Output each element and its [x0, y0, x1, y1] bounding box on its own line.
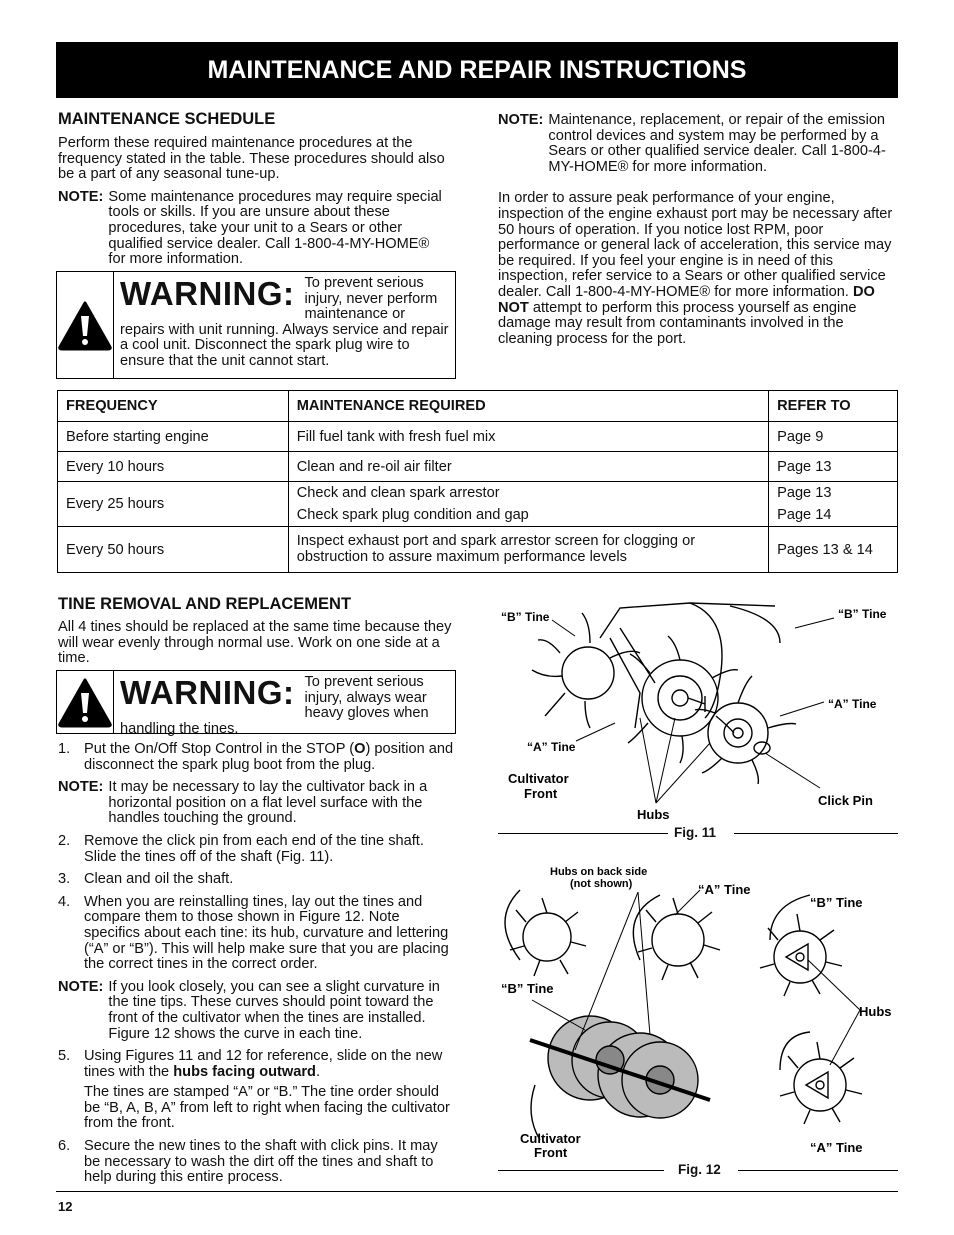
- frequency-cell: Before starting engine: [58, 422, 289, 452]
- step-text: Secure the new tines to the shaft with click pins. It may be necessary to wash the dirt off the tines and shaft to help during this entire process.: [84, 1138, 438, 1186]
- task-line: Check spark plug condition and gap: [296, 507, 529, 523]
- reference-cell: Page 9: [769, 422, 898, 452]
- note-text: Maintenance, replacement, or repair of the emission control devices and system may be performed by a Sears or other qualified service dealer. Call 1-800-4-MY-HOME® for more information.: [548, 112, 886, 175]
- step-number: 1.: [58, 741, 71, 757]
- fig12-caption: Fig. 12: [678, 1162, 721, 1177]
- emission-section: [498, 113, 898, 347]
- step-item: [58, 742, 454, 773]
- task-cell: Inspect exhaust port and spark arrestor screen for clogging or obstruction to assure maximum performance levels: [288, 527, 768, 573]
- frequency-cell: Every 50 hours: [58, 527, 289, 573]
- step-text: .: [315, 1063, 321, 1080]
- reference-cell: [769, 482, 898, 527]
- step-paragraph: The tines are stamped “A” or “B.” The tine order should be “B, A, B, A” from left to right when facing the cultivator from the front.: [84, 1084, 450, 1132]
- step-item: [58, 834, 454, 865]
- fig12-hubs-back-label-1: Hubs on back side: [550, 866, 648, 878]
- fig12-hubs-label: Hubs: [859, 1004, 892, 1019]
- do-not-emphasis: DO NOT: [498, 283, 875, 316]
- page-banner: [56, 42, 898, 98]
- warning-triangle-icon: [57, 272, 114, 378]
- step-number: 3.: [58, 871, 71, 888]
- reference-cell: Pages 13 & 14: [769, 527, 898, 573]
- b-tine-left-drawing: [532, 613, 640, 728]
- fig11-cultivator-front-label-2: Front: [524, 786, 558, 801]
- page-number: 12: [58, 1199, 73, 1214]
- step-text: Using Figures 11 and 12 for reference, slide on the new tines with the: [84, 1048, 443, 1080]
- fig12-b-tine-right-label: “B” Tine: [810, 895, 863, 910]
- note-text: If you look closely, you can see a slight curvature in the tine tips. These curves should point toward the front of the cultivator when the tines are installed. Figure 12 shows the curve in each tine.: [108, 978, 440, 1042]
- stop-symbol: O: [354, 741, 366, 757]
- step-note: [58, 980, 454, 1042]
- warning-box-tines: [56, 670, 456, 737]
- step-item: [58, 1049, 454, 1080]
- ref-line: Page 14: [777, 507, 832, 523]
- note-label: NOTE:: [58, 188, 104, 205]
- footer-rule: [56, 1191, 898, 1192]
- fig11-rule-right: [734, 833, 898, 834]
- note-text: Some maintenance procedures may require special tools or skills. If you are unsure about these procedures, take your unit to a Sears or other qualified service dealer. Call 1-800-4-MY-HOME® for more information.: [108, 188, 442, 268]
- b-tine-single-drawing: [510, 898, 586, 976]
- fig11-click-pin-label: Click Pin: [818, 793, 873, 808]
- fig12-rule-right: [738, 1170, 898, 1171]
- step-note: [58, 780, 454, 827]
- warning-word: WARNING:: [120, 674, 295, 711]
- step-item: [58, 1139, 454, 1186]
- a-tine-hub-drawing: [780, 1042, 862, 1124]
- step-text: Clean and oil the shaft.: [84, 871, 234, 888]
- maintenance-schedule-heading: MAINTENANCE SCHEDULE: [58, 110, 276, 128]
- table-header-row: [58, 391, 898, 422]
- fig11-b-tine-left-label: “B” Tine: [501, 610, 550, 624]
- step-text: Remove the click pin from each end of the tine shaft. Slide the tines off of the shaft (Fig. 11).: [84, 832, 424, 865]
- warning-box-maintenance: [56, 271, 456, 379]
- frequency-cell: Every 10 hours: [58, 452, 289, 482]
- table-row: [58, 452, 898, 482]
- note-text: It may be necessary to lay the cultivator back in a horizontal position on a flat level surface with the handles touching the ground.: [108, 779, 428, 827]
- tine-steps: [58, 742, 454, 1193]
- fig12-rule-left: [498, 1170, 664, 1171]
- frequency-cell: Every 25 hours: [58, 482, 289, 527]
- step-text: Put the On/Off Stop Control in the STOP (: [84, 741, 355, 757]
- fig11-a-tine-left-label: “A” Tine: [527, 740, 576, 754]
- fig12-a-tine-top-label: “A” Tine: [698, 882, 751, 897]
- fig11-cultivator-front-label-1: Cultivator: [508, 771, 569, 786]
- fig12-cultivator-front-label-2: Front: [534, 1145, 568, 1160]
- emission-note: [498, 113, 898, 175]
- note-label: NOTE:: [498, 112, 544, 128]
- ref-line: Page 13: [777, 485, 832, 501]
- column-header: MAINTENANCE REQUIRED: [288, 391, 768, 422]
- note-label: NOTE:: [58, 779, 104, 796]
- task-cell: Clean and re-oil air filter: [288, 452, 768, 482]
- maintenance-schedule-section: [58, 110, 448, 268]
- tine-section: [58, 595, 453, 667]
- warning-word: WARNING:: [120, 275, 295, 312]
- step-number: 6.: [58, 1138, 71, 1155]
- task-cell: [288, 482, 768, 527]
- fig12-hubs-back-label-2: (not shown): [570, 878, 633, 890]
- warning-text: To prevent serious injury, always wear heavy gloves when handling the tines.: [120, 674, 429, 737]
- exhaust-text-a: In order to assure peak performance of your engine, inspection of the engine exhaust port may be necessary after 50 hours of operation. If you notice lost RPM, poor performance or general lack of acceleration, this service may be required. If you feel your engine is in need of this inspection, refer service to a Sears or other qualified service dealer. Call 1-800-4-MY-HOME® for more information.: [498, 190, 893, 300]
- assembled-tines-drawing: [530, 1016, 710, 1118]
- note-label: NOTE:: [58, 978, 104, 995]
- fig12-b-tine-left-label: “B” Tine: [501, 981, 554, 996]
- table-row: [58, 422, 898, 452]
- warning-triangle-icon: [57, 671, 114, 733]
- maintenance-table: [57, 390, 898, 573]
- step-number: 4.: [58, 893, 71, 910]
- tine-intro: All 4 tines should be replaced at the same time because they will wear evenly through normal use. Work on one side at a time.: [58, 619, 452, 667]
- task-cell: Fill fuel tank with fresh fuel mix: [288, 422, 768, 452]
- page-title: MAINTENANCE AND REPAIR INSTRUCTIONS: [207, 55, 747, 84]
- fig11-b-tine-right-label: “B” Tine: [838, 607, 887, 621]
- fig11-rule-left: [498, 833, 668, 834]
- column-header: FREQUENCY: [58, 391, 289, 422]
- figure-11-illustration: [490, 598, 900, 848]
- warning-text: To prevent serious injury, never perform maintenance or repairs with unit running. Always service and repair a cool unit. Disconnect the spark plug wire to ensure that the unit cannot start.: [120, 275, 449, 369]
- step-item: [58, 895, 454, 973]
- exhaust-text-b: attempt to perform this process yourself as engine damage may result from contaminants involved in the cleaning process for the port.: [498, 299, 857, 347]
- fig11-a-tine-right-label: “A” Tine: [828, 697, 877, 711]
- exhaust-port-paragraph: [498, 191, 898, 347]
- fig11-caption: Fig. 11: [674, 825, 717, 840]
- step-number: 5.: [58, 1048, 71, 1065]
- reference-cell: Page 13: [769, 452, 898, 482]
- hubs-emphasis: hubs facing outward: [173, 1063, 316, 1080]
- step-text: ) position and disconnect the spark plug boot from the plug.: [84, 741, 454, 773]
- task-line: Check and clean spark arrestor: [296, 485, 500, 501]
- b-tine-right-drawing: [695, 676, 796, 784]
- step-number: 2.: [58, 832, 71, 849]
- fig12-cultivator-front-label-1: Cultivator: [520, 1131, 581, 1146]
- table-row: [58, 527, 898, 573]
- fig12-a-tine-bottom-label: “A” Tine: [810, 1140, 863, 1155]
- step-item: [58, 872, 454, 888]
- step-text: When you are reinstalling tines, lay out the tines and compare them to those shown in Figure 12. Note specifics about each tine: its hub, curvature and lettering (“A” or “B”). This will help make sure that you are placing the correct tines in the correct order.: [84, 893, 449, 973]
- table-row: [58, 482, 898, 527]
- figure-12-illustration: [490, 860, 900, 1165]
- column-header: REFER TO: [769, 391, 898, 422]
- tine-heading: TINE REMOVAL AND REPLACEMENT: [58, 595, 352, 613]
- fig11-hubs-label: Hubs: [637, 807, 670, 822]
- schedule-note: [58, 190, 448, 268]
- schedule-intro: Perform these required maintenance procedures at the frequency stated in the table. These procedures should also be a part of any seasonal tune-up.: [58, 135, 445, 183]
